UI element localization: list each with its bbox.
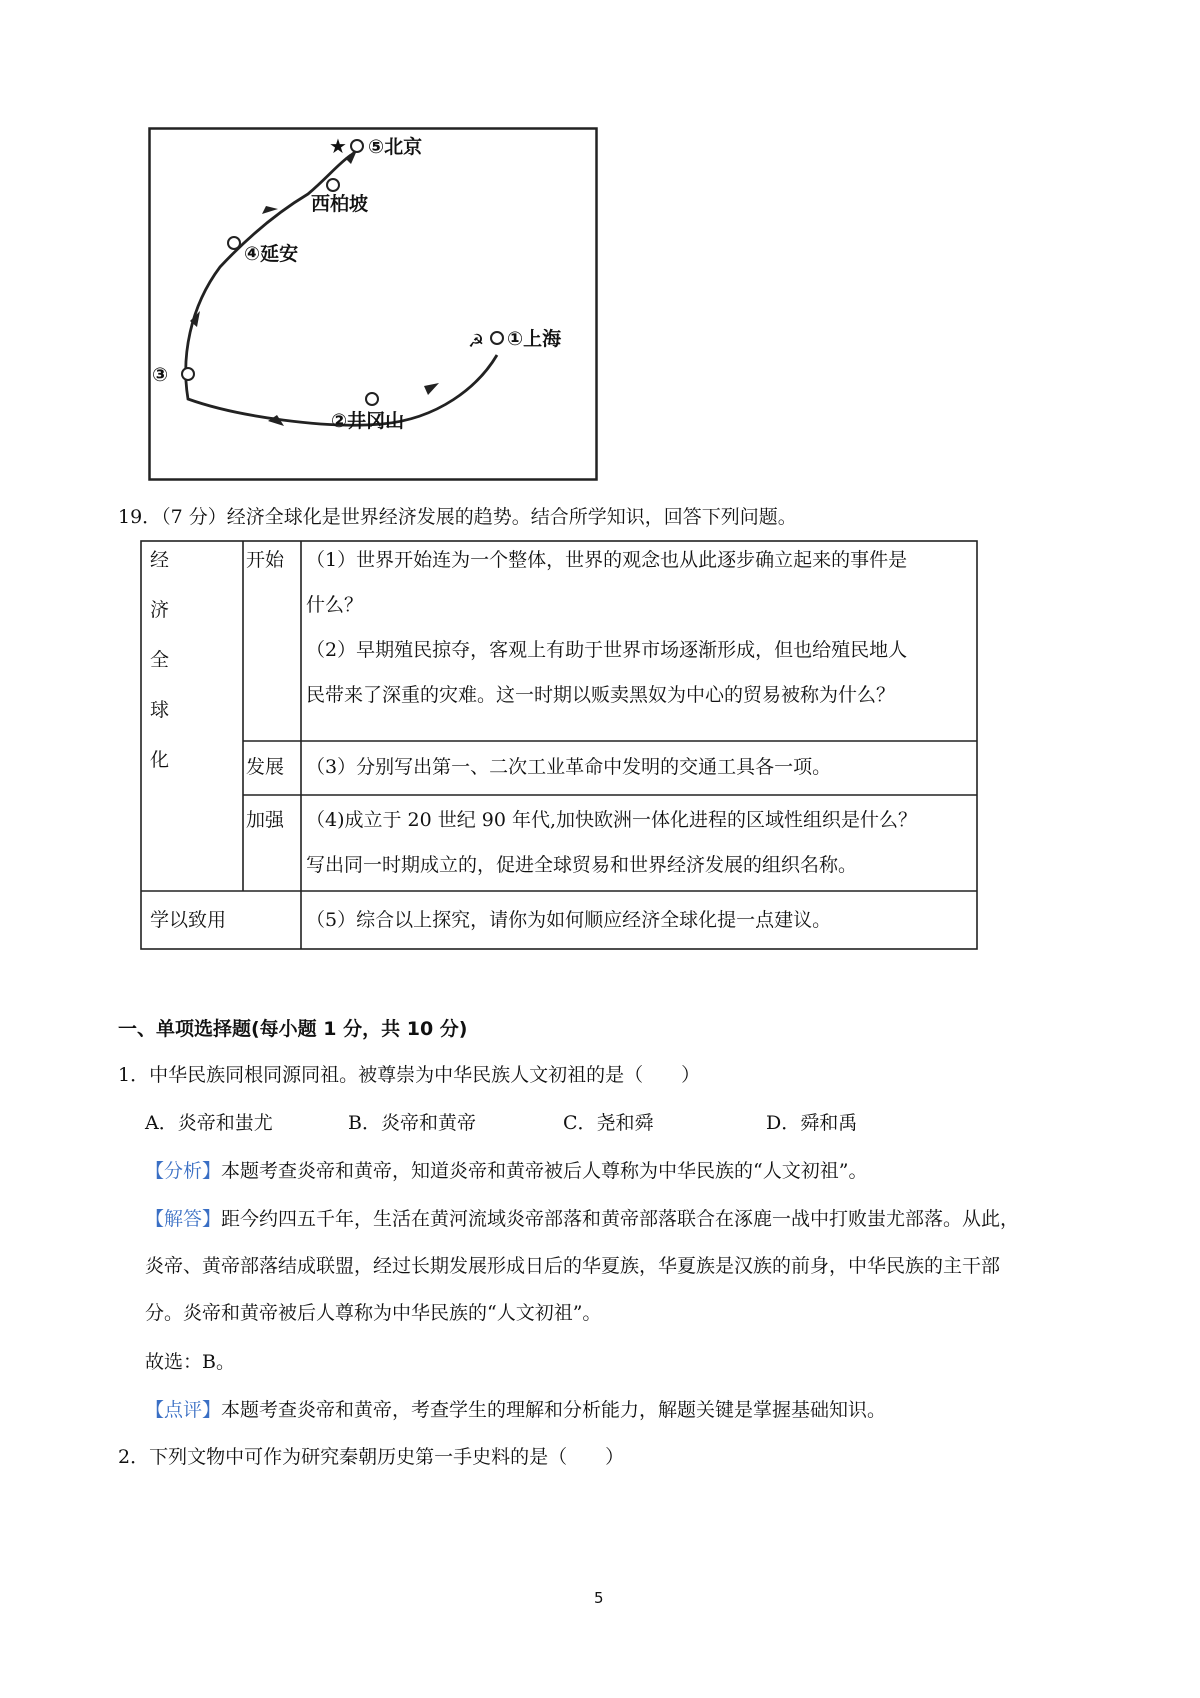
q1-option-a: A．炎帝和蚩尤 [145,1112,273,1134]
node-yanan [228,237,240,249]
answer-tag: 【解答】 [145,1208,222,1230]
comment-text: 本题考查炎帝和黄帝，考查学生的理解和分析能力，解题关键是掌握基础知识。 [221,1399,887,1421]
header-char: 经 [150,549,170,571]
q1-option-b: B．炎帝和黄帝 [348,1112,476,1134]
analysis-tag: 【分析】 [145,1160,222,1182]
label-yanan: ④延安 [244,243,299,265]
label-beijing: ⑤北京 [368,136,423,158]
q19-stem: 19．（7 分）经济全球化是世界经济发展的趋势。结合所学知识，回答下列问题。 [118,506,797,528]
header-char: 济 [150,599,170,621]
node-3 [182,368,194,380]
q1-comment [145,1398,886,1422]
section-heading: 一、单项选择题(每小题 1 分，共 10 分) [118,1018,468,1040]
stage-strengthen: 加强 [246,809,285,831]
stage-develop: 发展 [246,756,285,778]
start-line: （2）早期殖民掠夺，客观上有助于世界市场逐渐形成，但也给殖民地人 [306,639,908,661]
node-xibaipo [327,179,339,191]
star-icon: ★ [329,134,347,158]
q2-stem: 2．下列文物中可作为研究秦朝历史第一手史料的是（ ） [118,1446,625,1468]
start-line: 民带来了深重的灾难。这一时期以贩卖黑奴为中心的贸易被称为什么？ [306,684,896,706]
header-char: 化 [150,749,170,771]
label-node3: ③ [152,364,169,386]
start-line: （1）世界开始连为一个整体，世界的观念也从此逐步确立起来的事件是 [306,549,908,571]
q19-table [140,540,978,950]
header-char: 全 [150,649,170,671]
node-beijing [351,140,363,152]
hammer-sickle-icon: ☭ [468,331,485,352]
strengthen-line: 写出同一时期成立的，促进全球贸易和世界经济发展的组织名称。 [306,854,858,876]
page-number: 5 [594,1589,604,1607]
answer-text: 距今约四五千年，生活在黄河流域炎帝部落和黄帝部落联合在涿鹿一战中打败蚩尤部落。从此， [221,1208,1020,1230]
develop-line: （3）分别写出第一、二次工业革命中发明的交通工具各一项。 [306,756,832,778]
route-map-figure [148,127,598,482]
table-grid [140,540,978,950]
q1-option-d: D．舜和禹 [766,1112,858,1134]
q1-option-c: C．尧和舜 [563,1112,654,1134]
label-xibaipo: 西柏坡 [311,193,369,215]
stage-start: 开始 [246,549,285,571]
q1-choice: 故选：B。 [145,1351,235,1373]
apply-line: （5）综合以上探究，请你为如何顺应经济全球化提一点建议。 [306,909,832,931]
q1-answer-line-1 [145,1207,1019,1231]
q1-analysis [145,1159,867,1183]
node-shanghai [491,332,503,344]
q1-answer-line-3: 分。炎帝和黄帝被后人尊称为中华民族的“人文初祖”。 [145,1302,602,1324]
start-line: 什么？ [306,594,364,616]
comment-tag: 【点评】 [145,1399,222,1421]
analysis-text: 本题考查炎帝和黄帝，知道炎帝和黄帝被后人尊称为中华民族的“人文初祖”。 [221,1160,868,1182]
apply-label: 学以致用 [150,909,227,931]
header-char: 球 [150,699,170,721]
strengthen-line: （4)成立于 20 世纪 90 年代,加快欧洲一体化进程的区域性组织是什么？ [306,809,918,831]
label-jinggangshan: ②井冈山 [331,410,405,432]
q1-stem: 1．中华民族同根同源同祖。被尊崇为中华民族人文初祖的是（ ） [118,1064,701,1086]
q1-answer-line-2: 炎帝、黄帝部落结成联盟，经过长期发展形成日后的华夏族，华夏族是汉族的前身，中华民族的主干部 [145,1255,1001,1277]
node-jinggangshan [366,393,378,405]
label-shanghai: ①上海 [507,328,562,350]
